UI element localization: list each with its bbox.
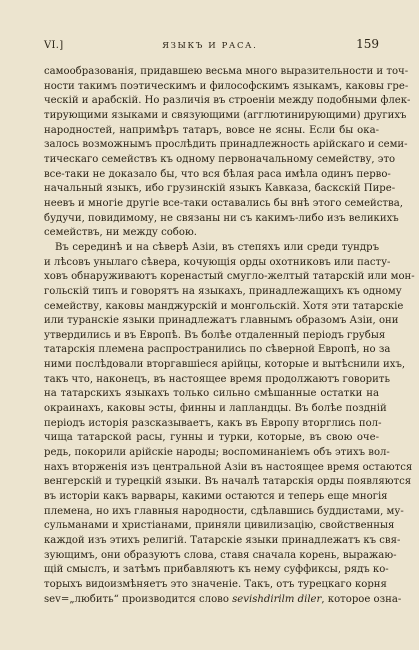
text-line: самообразованія, придавшею весьма много выразительности и точ- xyxy=(44,66,409,77)
text-line: ческій и арабскій. Но различія въ строеніи между подобными флек- xyxy=(44,95,411,107)
text-line: редь, покорили арійскіе народы; воспоминаніемъ объ этихъ вол- xyxy=(44,447,390,459)
italic-term: sevishdirilm diler xyxy=(232,593,322,605)
text-line: ховъ обнаруживаютъ коренастый смугло-желтый татарскій или мон- xyxy=(44,271,415,283)
text-line: и лѣсовъ унылаго сѣвера, кочующія орды охотниковъ или пасту- xyxy=(44,256,391,268)
text-line: все-таки не доказало бы, что вся бѣлая раса имѣла одинъ перво- xyxy=(44,168,391,180)
text-span: sev=„любить“ производится слово xyxy=(44,593,233,605)
text-line: каждой изъ этихъ религій. Татарскіе языки принадлежатъ къ свя- xyxy=(44,535,401,546)
text-span: , которое озна- xyxy=(321,593,402,605)
text-line: венгерскій и турецкій языки. Въ началѣ татарскія орды появляются xyxy=(44,476,412,488)
text-line: зующимъ, они образуютъ слова, ставя сначала корень, выражаю- xyxy=(44,549,397,561)
text-line: семейству, каковы манджурскій и монгольскій. Хотя эти татарскіе xyxy=(44,300,404,312)
text-line: періодъ исторія разсказываетъ, какъ въ Европу вторглись пол- xyxy=(44,417,382,429)
page-number: 159 xyxy=(356,37,379,51)
running-title: ЯЗЫКЪ И РАСА. xyxy=(162,41,258,51)
text-line: на татарскихъ языкахъ только сильно смѣшанные остатки на xyxy=(44,388,379,400)
running-header xyxy=(44,37,379,51)
text-line-final xyxy=(44,593,402,608)
text-line: начальный языкъ, ибо грузинскій языкъ Кавказа, баскскій Пире- xyxy=(44,183,396,195)
chapter-marker: VI.] xyxy=(44,40,64,51)
text-line: племена, но ихъ главныя народности, сдѣлавшись буддистами, му- xyxy=(44,505,404,517)
paragraph-2 xyxy=(44,241,415,607)
text-line: народностей, напримѣръ татаръ, вовсе не ясны. Если бы ока- xyxy=(44,124,379,136)
text-line: тическаго семействъ къ одному первоначальному семейству, это xyxy=(44,153,396,165)
text-line: татарскія племена распространились по сѣверной Европѣ, но за xyxy=(44,344,391,356)
text-line: или туранскіе языки принадлежатъ главнымъ образомъ Азіи, они xyxy=(44,315,399,327)
text-line: сульманами и христіанами, приняли цивилизацію, свойственныя xyxy=(44,520,395,532)
text-line: семействъ, ни между собою. xyxy=(44,227,197,239)
paragraph-1 xyxy=(44,65,411,241)
text-line: Въ серединѣ и на сѣверѣ Азіи, въ степяхъ или среди тундръ xyxy=(55,241,379,253)
text-line: окраинахъ, каковы эсты, финны и лапландцы. Въ болѣе поздній xyxy=(44,403,387,415)
text-line: гольскій типъ и говорятъ на языкахъ, принадлежащихъ къ одному xyxy=(44,285,402,297)
text-line: залось возможнымъ прослѣдить принадлежность арійскаго и семи- xyxy=(44,139,408,151)
text-line: неевъ и многіе другіе все-таки оставались бы внѣ этого семейства, xyxy=(44,197,403,209)
text-line: тирующими языками и связующими (агглютинирующими) другихъ xyxy=(44,109,407,121)
text-line: щій смыслъ, и затѣмъ прибавляютъ къ нему суффиксы, рядъ ко- xyxy=(44,564,389,576)
text-line: ними послѣдовали вторгавшіеся арійцы, которые и вытѣснили ихъ, xyxy=(44,359,406,371)
text-line: въ исторіи какъ варвары, какими остаются и теперь еще многія xyxy=(44,491,388,503)
text-line: нахъ вторженія изъ центральной Азіи въ настоящее время остаются xyxy=(44,461,413,473)
text-line: ности такимъ поэтическимъ и философскимъ языкамъ, каковы гре- xyxy=(44,80,409,92)
text-line: такъ что, наконецъ, въ настоящее время продолжаютъ говорить xyxy=(44,373,390,385)
body-text xyxy=(44,65,415,607)
text-line: чища татарской расы, гунны и турки, которые, въ свою оче- xyxy=(44,432,379,444)
text-line: будучи, повидимому, не связаны ни съ какимъ-либо изъ великихъ xyxy=(44,212,399,224)
text-line: утвердились и въ Европѣ. Въ болѣе отдаленный періодъ грубыя xyxy=(44,329,386,341)
text-line: торыхъ видоизмѣняетъ это значеніе. Такъ, отъ турецкаго корня xyxy=(44,578,387,590)
